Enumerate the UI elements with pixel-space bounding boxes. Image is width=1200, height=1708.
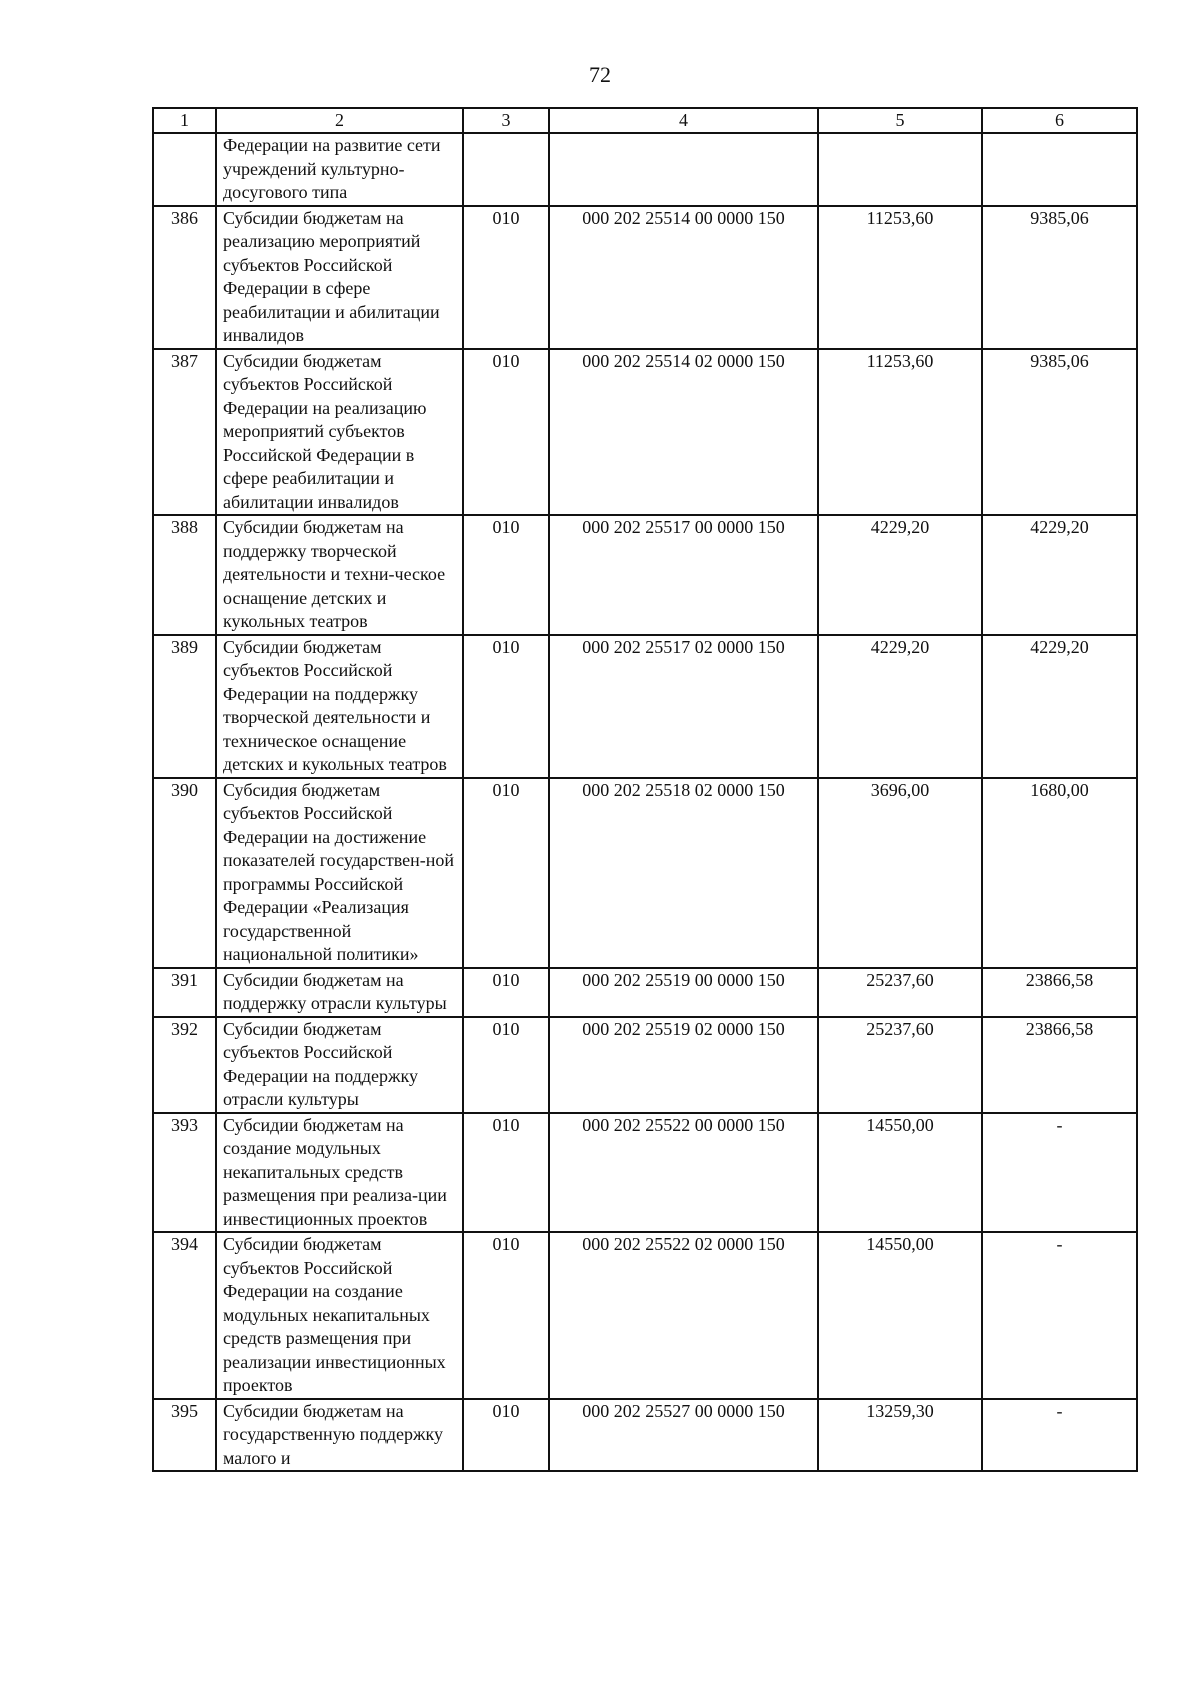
row-value-5: 3696,00	[818, 778, 982, 968]
row-name: Субсидии бюджетам субъектов Российской Федерации на создание модульных некапитальных средств размещения при реализации инвестиционных проектов	[216, 1232, 463, 1399]
row-value-5: 25237,60	[818, 968, 982, 1017]
row-name: Субсидии бюджетам на государственную поддержку малого и	[216, 1399, 463, 1472]
table-row	[153, 1017, 1137, 1113]
row-budget-code: 000 202 25527 00 0000 150	[549, 1399, 818, 1472]
row-value-6: -	[982, 1232, 1137, 1399]
row-name: Субсидии бюджетам на поддержку творческой деятельности и техни-ческое оснащение детских и кукольных театров	[216, 515, 463, 635]
row-value-5: 4229,20	[818, 515, 982, 635]
row-value-5: 14550,00	[818, 1113, 982, 1233]
row-number: 386	[153, 206, 216, 349]
row-name: Федерации на развитие сети учреждений культурно-досугового типа	[216, 133, 463, 206]
row-admin-code: 010	[463, 1399, 549, 1472]
row-value-6: 23866,58	[982, 968, 1137, 1017]
row-admin-code: 010	[463, 1232, 549, 1399]
column-header-6: 6	[982, 108, 1137, 133]
row-admin-code	[463, 133, 549, 206]
row-value-5: 13259,30	[818, 1399, 982, 1472]
row-number: 395	[153, 1399, 216, 1472]
row-number	[153, 133, 216, 206]
row-budget-code: 000 202 25514 02 0000 150	[549, 349, 818, 516]
table-row	[153, 778, 1137, 968]
row-value-6: 9385,06	[982, 206, 1137, 349]
row-admin-code: 010	[463, 1113, 549, 1233]
column-header-2: 2	[216, 108, 463, 133]
table-row	[153, 1113, 1137, 1233]
row-budget-code: 000 202 25519 02 0000 150	[549, 1017, 818, 1113]
column-header-4: 4	[549, 108, 818, 133]
table-row	[153, 968, 1137, 1017]
row-value-6: -	[982, 1113, 1137, 1233]
row-number: 392	[153, 1017, 216, 1113]
row-name: Субсидии бюджетам на создание модульных некапитальных средств размещения при реализа-ции инвестиционных проектов	[216, 1113, 463, 1233]
table-row	[153, 206, 1137, 349]
row-admin-code: 010	[463, 206, 549, 349]
page-number: 72	[589, 62, 611, 87]
table-row	[153, 635, 1137, 778]
row-value-6: -	[982, 1399, 1137, 1472]
row-number: 391	[153, 968, 216, 1017]
row-budget-code: 000 202 25522 02 0000 150	[549, 1232, 818, 1399]
row-value-6	[982, 133, 1137, 206]
row-name: Субсидии бюджетам субъектов Российской Федерации на поддержку творческой деятельности и техническое оснащение детских и кукольных театров	[216, 635, 463, 778]
header-row	[153, 108, 1137, 133]
row-budget-code: 000 202 25514 00 0000 150	[549, 206, 818, 349]
row-admin-code: 010	[463, 515, 549, 635]
row-number: 388	[153, 515, 216, 635]
row-name: Субсидии бюджетам субъектов Российской Федерации на реализацию мероприятий субъектов Российской Федерации в сфере реабилитации и абилитации инвалидов	[216, 349, 463, 516]
row-value-5: 11253,60	[818, 206, 982, 349]
row-name: Субсидия бюджетам субъектов Российской Федерации на достижение показателей государствен-ной программы Российской Федерации «Реализация государственной национальной политики»	[216, 778, 463, 968]
budget-table	[152, 107, 1138, 1472]
table-row	[153, 1399, 1137, 1472]
column-header-3: 3	[463, 108, 549, 133]
table-row	[153, 133, 1137, 206]
table-row	[153, 515, 1137, 635]
row-name: Субсидии бюджетам на реализацию мероприятий субъектов Российской Федерации в сфере реабилитации и абилитации инвалидов	[216, 206, 463, 349]
row-number: 387	[153, 349, 216, 516]
row-admin-code: 010	[463, 968, 549, 1017]
row-value-5: 4229,20	[818, 635, 982, 778]
row-value-5: 11253,60	[818, 349, 982, 516]
row-value-6: 23866,58	[982, 1017, 1137, 1113]
row-number: 393	[153, 1113, 216, 1233]
row-value-6: 4229,20	[982, 635, 1137, 778]
row-number: 390	[153, 778, 216, 968]
table-row	[153, 349, 1137, 516]
row-budget-code: 000 202 25517 00 0000 150	[549, 515, 818, 635]
row-budget-code: 000 202 25518 02 0000 150	[549, 778, 818, 968]
row-admin-code: 010	[463, 349, 549, 516]
row-value-6: 1680,00	[982, 778, 1137, 968]
row-value-5	[818, 133, 982, 206]
column-header-5: 5	[818, 108, 982, 133]
row-value-5: 25237,60	[818, 1017, 982, 1113]
row-admin-code: 010	[463, 635, 549, 778]
row-value-6: 9385,06	[982, 349, 1137, 516]
row-value-5: 14550,00	[818, 1232, 982, 1399]
row-admin-code: 010	[463, 778, 549, 968]
row-budget-code: 000 202 25517 02 0000 150	[549, 635, 818, 778]
row-name: Субсидии бюджетам субъектов Российской Федерации на поддержку отрасли культуры	[216, 1017, 463, 1113]
row-number: 389	[153, 635, 216, 778]
column-header-1: 1	[153, 108, 216, 133]
table-row	[153, 1232, 1137, 1399]
row-name: Субсидии бюджетам на поддержку отрасли культуры	[216, 968, 463, 1017]
row-number: 394	[153, 1232, 216, 1399]
row-budget-code: 000 202 25522 00 0000 150	[549, 1113, 818, 1233]
row-budget-code	[549, 133, 818, 206]
row-admin-code: 010	[463, 1017, 549, 1113]
row-budget-code: 000 202 25519 00 0000 150	[549, 968, 818, 1017]
row-value-6: 4229,20	[982, 515, 1137, 635]
